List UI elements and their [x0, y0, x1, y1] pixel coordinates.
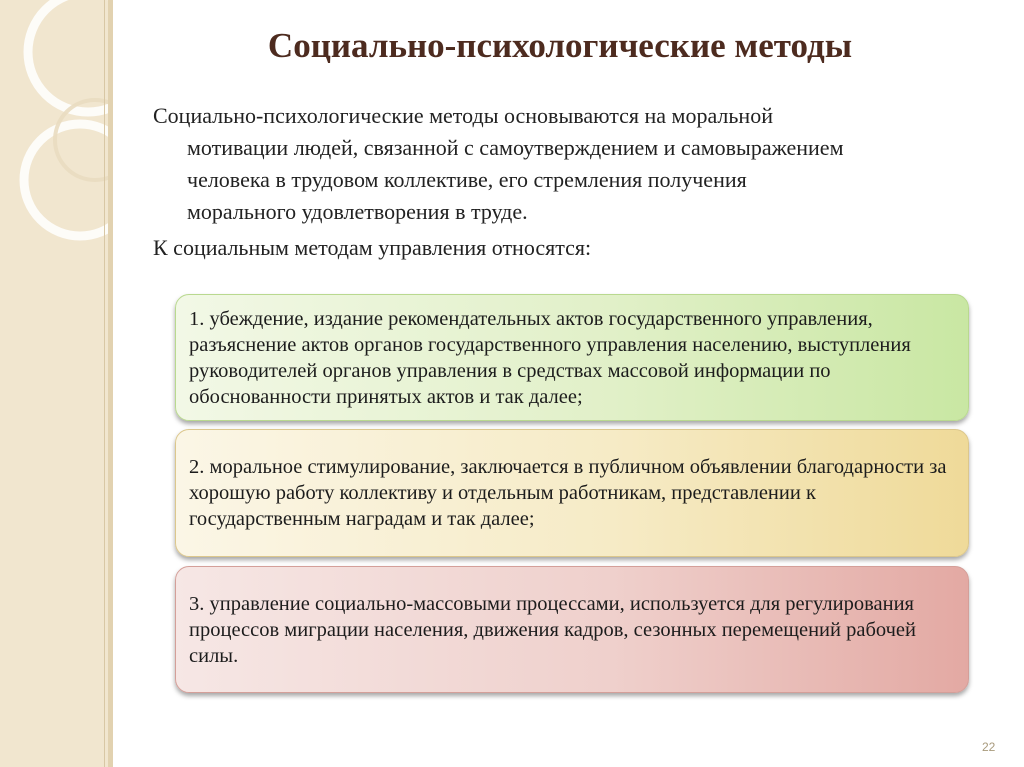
- left-decorative-band: [0, 0, 113, 767]
- band-edge-stripe: [108, 0, 113, 767]
- method-text-1: 1. убеждение, издание рекомендательных актов государственного управления, разъяснение актов органов государственного управления населению, выступления руководителей органов управления в средствах массовой информации по обоснованности принятых актов и так далее;: [189, 307, 911, 408]
- intro-paragraph: [153, 100, 973, 228]
- method-box-3: [175, 566, 969, 693]
- method-box-1: [175, 294, 969, 421]
- circle-ornament-icon: [0, 0, 113, 767]
- page-number: 22: [982, 740, 996, 754]
- intro-line-2: мотивации людей, связанной с самоутверждением и самовыражением: [187, 135, 844, 160]
- method-text-2: 2. моральное стимулирование, заключается в публичном объявлении благодарности за хорошую работу коллективу и отдельным работникам, представлении к государственным наградам и так далее;: [189, 456, 947, 530]
- intro-line-1: Социально-психологические методы основываются на моральной: [153, 103, 773, 128]
- slide-title: Социально-психологические методы: [267, 26, 853, 65]
- method-box-2: [175, 429, 969, 557]
- method-text-3: 3. управление социально-массовыми процессами, используется для регулирования процессов миграции населения, движения кадров, сезонных перемещений рабочей силы.: [189, 592, 916, 667]
- intro-line-3: человека в трудовом коллективе, его стремления получения: [187, 167, 747, 192]
- intro-line-4: морального удовлетворения в труде.: [187, 199, 528, 224]
- band-divider-line: [104, 0, 105, 767]
- list-intro: К социальным методам управления относятся:: [153, 235, 592, 260]
